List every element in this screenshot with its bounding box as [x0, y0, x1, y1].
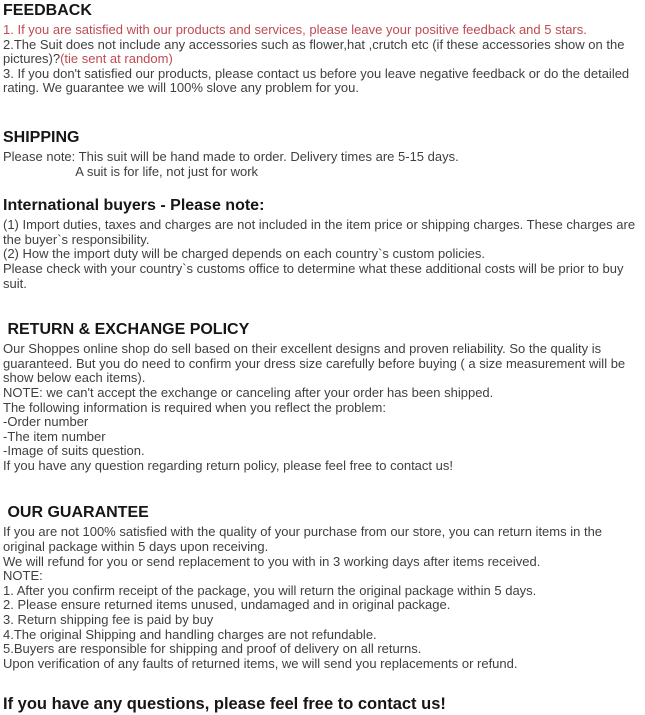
- body-text: If you are not 100% satisfied with the quality of your purchase from our store, you can return items in the original package within 5 days upon receiving.: [3, 524, 606, 555]
- text-line: [3, 555, 639, 570]
- closing-line: If you have any questions, please feel free to contact us!: [3, 695, 446, 714]
- body-text: Upon verification of any faults of returned items, we will send you replacements or refund.: [3, 655, 518, 671]
- body-text: NOTE:: [3, 568, 43, 584]
- text-line: [3, 584, 639, 599]
- body-text: We will refund for you or send replacement to you with in 3 working days after items received.: [3, 553, 541, 569]
- text-line: [3, 165, 639, 180]
- section-feedback: [3, 2, 639, 96]
- text-line: [3, 67, 639, 96]
- text-line: [3, 262, 639, 291]
- section-heading-feedback: FEEDBACK: [3, 2, 92, 19]
- text-line: [3, 23, 639, 38]
- text-line: [3, 430, 639, 445]
- text-line: [3, 657, 639, 672]
- section-heading-guarantee: OUR GUARANTEE: [3, 504, 149, 522]
- text-line: [3, 386, 639, 401]
- text-line: [3, 38, 639, 67]
- highlighted-text: (tie sent at random): [60, 51, 173, 67]
- body-text: 5.Buyers are responsible for shipping and proof of delivery on all returns.: [3, 641, 422, 657]
- body-text: 1. After you confirm receipt of the package, you will return the original package within 5 days.: [3, 582, 537, 598]
- body-text: 2.The Suit does not include any accessories such as flower,hat ,crutch etc (if these accessories show on the pictures)?: [3, 36, 629, 67]
- text-line: [3, 569, 639, 584]
- body-text: A suit is for life, not just for work: [3, 163, 259, 179]
- text-line: [3, 598, 639, 613]
- section-return-policy: [3, 321, 639, 473]
- body-text: NOTE: we can't accept the exchange or canceling after your order has been shipped.: [3, 384, 494, 400]
- text-line: [3, 415, 639, 430]
- body-text: 3. If you don't satisfied our products, please contact us before you leave negative feedback or do the detailed rating. We guarantee we will 100% slove any problem for you.: [3, 65, 633, 96]
- text-line: [3, 150, 639, 165]
- body-text: The following information is required when you reflect the problem:: [3, 399, 386, 415]
- section-shipping: [3, 129, 639, 179]
- text-line: [3, 628, 639, 643]
- text-line: [3, 642, 639, 657]
- body-text: Please note: This suit will be hand made to order. Delivery times are 5-15 days.: [3, 148, 459, 164]
- section-heading-international: International buyers - Please note:: [3, 197, 265, 215]
- body-text: (1) Import duties, taxes and charges are not included in the item price or shipping charges. These charges are the buyer`s responsibility.: [3, 217, 639, 247]
- body-text: 3. Return shipping fee is paid by buy: [3, 612, 214, 628]
- text-line: [3, 525, 639, 554]
- text-line: [3, 342, 639, 386]
- section-international: [3, 197, 639, 291]
- body-text: 2. Please ensure returned items unused, undamaged and in original package.: [3, 597, 451, 613]
- text-line: [3, 401, 639, 416]
- section-heading-return-policy: RETURN & EXCHANGE POLICY: [3, 321, 250, 339]
- body-text: -Order number: [3, 414, 89, 430]
- section-guarantee: [3, 504, 639, 671]
- text-line: [3, 613, 639, 628]
- text-line: [3, 459, 639, 474]
- body-text: (2) How the import duty will be charged depends on each country`s custom policies.: [3, 246, 485, 262]
- body-text: -Image of suits question.: [3, 443, 145, 459]
- highlighted-text: 1. If you are satisfied with our products and services, please leave your positive feedback and 5 stars.: [3, 22, 587, 37]
- body-text: Our Shoppes online shop do sell based on their excellent designs and proven reliability. So the quality is guaranteed. But you do need to confirm your dress size carefully before buying ( a size measurement will be show below each items).: [3, 341, 629, 386]
- text-line: [3, 247, 639, 262]
- text-line: [3, 218, 639, 247]
- body-text: 4.The original Shipping and handling charges are not refundable.: [3, 626, 377, 642]
- body-text: If you have any question regarding return policy, please feel free to contact us!: [3, 457, 453, 473]
- section-heading-shipping: SHIPPING: [3, 128, 80, 146]
- body-text: -The item number: [3, 428, 106, 444]
- body-text: Please check with your country`s customs office to determine what these additional costs will be prior to buy suit.: [3, 260, 628, 291]
- text-line: [3, 444, 639, 459]
